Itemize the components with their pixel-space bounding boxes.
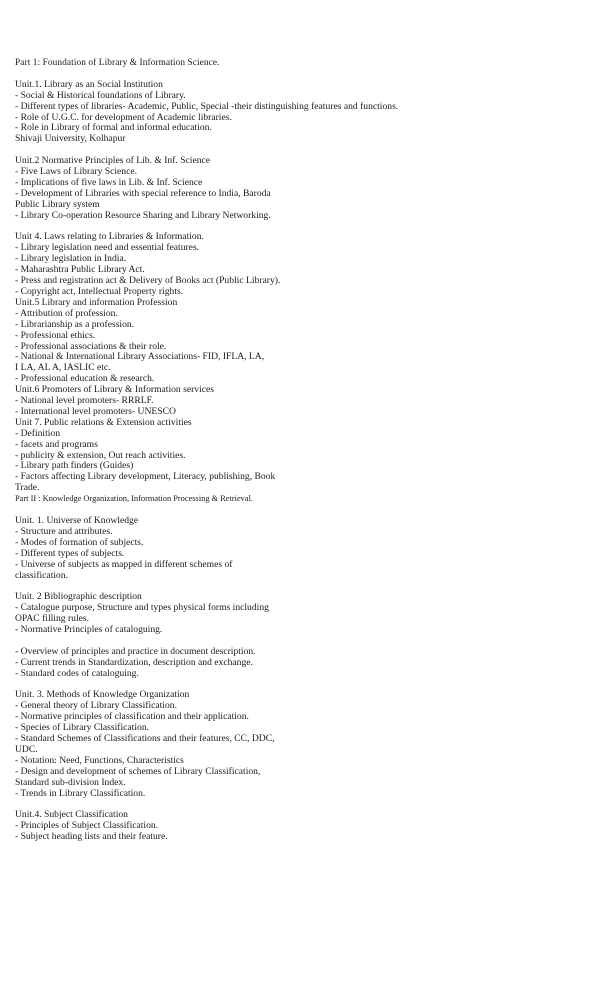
unit1-line: - Role in Library of formal and informal education. bbox=[15, 122, 212, 134]
p2unit3-title: Unit. 3. Methods of Knowledge Organization bbox=[15, 689, 190, 701]
p2unit1-line: - Modes of formation of subjects. bbox=[15, 536, 144, 548]
unit4-line: - Library legislation in India. bbox=[15, 253, 127, 265]
unit7-line: - Library path finders (Guides) bbox=[15, 460, 134, 472]
p2unit3-line: - Normative principles of classification and their application. bbox=[15, 711, 249, 723]
p2unit1-line: - Universe of subjects as mapped in different schemes of bbox=[15, 558, 233, 570]
unit5-line: - Professional education & research. bbox=[15, 373, 155, 385]
unit4-line: - Library legislation need and essential features. bbox=[15, 242, 200, 254]
part2-title: Part II : Knowledge Organization, Information Processing & Retrieval. bbox=[15, 494, 254, 504]
unit4-title: Unit 4. Laws relating to Libraries & Information. bbox=[15, 231, 204, 243]
unit6-line: - International level promoters- UNESCO bbox=[15, 405, 176, 417]
p2unit1-line: classification. bbox=[15, 569, 69, 581]
unit2-title: Unit.2 Normative Principles of Lib. & Inf. Science bbox=[15, 155, 211, 167]
unit7-line: - facets and programs bbox=[15, 438, 98, 450]
unit2-line: - Five Laws of Library Science. bbox=[15, 166, 138, 178]
unit4-line: - Maharashtra Public Library Act. bbox=[15, 264, 145, 276]
unit4-line: - Press and registration act & Delivery of Books act (Public Library). bbox=[15, 275, 281, 287]
part1-title: Part 1: Foundation of Library & Information Science. bbox=[15, 58, 220, 68]
unit5-line: - Professional associations & their role. bbox=[15, 340, 167, 352]
unit5-title: Unit.5 Library and information Profession bbox=[15, 296, 178, 308]
unit2-line: Public Library system bbox=[15, 198, 100, 210]
unit7-title: Unit 7. Public relations & Extension activities bbox=[15, 416, 192, 428]
unit7-line: - Definition bbox=[15, 427, 61, 439]
p2unit3-line: - Standard Schemes of Classifications and their features, CC, DDC, bbox=[15, 733, 275, 745]
unit7-line: Trade. bbox=[15, 482, 40, 494]
unit5-line: - Professional ethics. bbox=[15, 329, 96, 341]
unit1-title: Unit.1. Library as an Social Institution bbox=[15, 78, 163, 90]
p2unit2-line: - Current trends in Standardization, description and exchange. bbox=[15, 656, 253, 668]
p2unit3-line: - Notation: Need, Functions, Characteristics bbox=[15, 754, 184, 766]
p2unit3-line: UDC. bbox=[15, 743, 38, 755]
p2unit4-line: - Subject heading lists and their feature. bbox=[15, 831, 168, 843]
p2unit4-title: Unit.4. Subject Classification bbox=[15, 809, 128, 821]
p2unit3-line: - General theory of Library Classification. bbox=[15, 700, 177, 712]
unit2-line: - Library Co-operation Resource Sharing and Library Networking. bbox=[15, 209, 271, 221]
unit2-line: - Implications of five laws in Lib. & Inf. Science bbox=[15, 176, 203, 188]
document-page bbox=[15, 58, 600, 843]
unit1-line: Shivaji University, Kolhapur bbox=[15, 133, 126, 145]
p2unit3-line: - Trends in Library Classification. bbox=[15, 787, 146, 799]
unit6-title: Unit.6 Promoters of Library & Information services bbox=[15, 384, 215, 396]
p2unit2-line: - Catalogue purpose, Structure and types physical forms including bbox=[15, 602, 269, 614]
unit4-line: - Copyright act, Intellectual Property rights. bbox=[15, 285, 184, 297]
unit5-line: I LA, AL A, IASLIC etc. bbox=[15, 362, 111, 374]
unit2-line: - Development of Libraries with special reference to India, Baroda bbox=[15, 187, 271, 199]
p2unit3-line: Standard sub-division Index. bbox=[15, 776, 126, 788]
unit1-line: - Social & Historical foundations of Library. bbox=[15, 89, 186, 101]
p2unit3-line: - Species of Library Classification. bbox=[15, 722, 150, 734]
unit5-line: - Librarianship as a profession. bbox=[15, 318, 135, 330]
p2unit1-title: Unit. 1. Universe of Knowledge bbox=[15, 515, 139, 526]
unit1-line: - Role of U.G.C. for development of Academic libraries. bbox=[15, 111, 232, 123]
p2unit2-title: Unit. 2 Bibliographic description bbox=[15, 591, 142, 603]
unit5-line: - National & International Library Associations- FID, IFLA, LA, bbox=[15, 351, 265, 363]
p2unit1-line: - Different types of subjects. bbox=[15, 547, 125, 559]
p2unit2-line: OPAC filling rules. bbox=[15, 613, 90, 625]
unit6-line: - National level promoters- RRRLF. bbox=[15, 395, 154, 407]
unit7-line: - Factors affecting Library development, Literacy, publishing, Book bbox=[15, 471, 276, 483]
p2unit3-line: - Design and development of schemes of Library Classification, bbox=[15, 765, 261, 777]
unit7-line: - publicity & extension, Out reach activities. bbox=[15, 449, 186, 461]
p2unit1-line: - Structure and attributes. bbox=[15, 525, 113, 537]
p2unit4-line: - Principles of Subject Classification. bbox=[15, 820, 159, 832]
unit5-line: - Attribution of profession. bbox=[15, 307, 118, 319]
unit1-line: - Different types of libraries- Academic, Public, Special -their distinguishing features and functions. bbox=[15, 100, 399, 112]
p2unit2-line: - Normative Principles of cataloguing. bbox=[15, 624, 163, 636]
p2unit2-line: - Overview of principles and practice in document description. bbox=[15, 645, 256, 657]
p2unit2-line: - Standard codes of cataloguing. bbox=[15, 667, 139, 679]
